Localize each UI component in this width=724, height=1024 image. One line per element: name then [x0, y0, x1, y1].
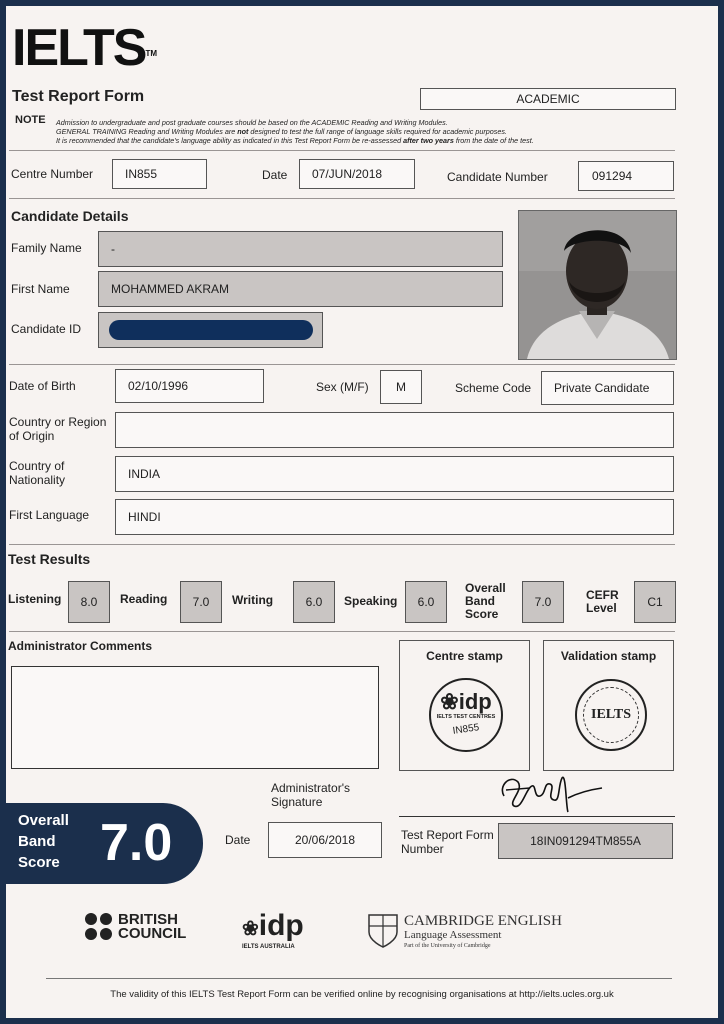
test-date-value: 07/JUN/2018: [312, 167, 383, 181]
cefr-label: CEFR Level: [586, 588, 619, 615]
admin-comments-label: Administrator Comments: [8, 639, 153, 653]
british-council-line-1: BRITISH: [118, 911, 178, 928]
speaking-label: Speaking: [344, 594, 398, 608]
nationality-value: INDIA: [128, 467, 161, 481]
reading-score: 7.0: [180, 581, 222, 623]
validation-stamp-label: Validation stamp: [560, 649, 657, 663]
admin-comments-box: [11, 666, 379, 769]
divider: [9, 150, 675, 151]
admin-signature: [496, 768, 606, 818]
centre-stamp-box: [399, 640, 530, 771]
ielts-logo-text: IELTS: [12, 19, 146, 77]
family-name-value: -: [111, 242, 115, 256]
candidate-number-field: [578, 161, 674, 191]
first-language-field: [115, 499, 674, 535]
overall-band-banner: [0, 803, 203, 884]
validation-stamp-box: [543, 640, 674, 771]
family-name-field: [98, 231, 503, 267]
writing-label: Writing: [232, 593, 274, 607]
listening-label: Listening: [8, 592, 62, 606]
idp-mark-icon: ❀: [242, 918, 259, 940]
origin-field: [115, 412, 674, 448]
scheme-code-label: Scheme Code: [455, 381, 532, 395]
idp-logo-text: idp: [258, 909, 304, 942]
redaction-bar: [109, 320, 313, 340]
signature-line: [399, 816, 675, 817]
scheme-code-value: Private Candidate: [554, 381, 650, 395]
form-title: Test Report Form: [12, 88, 145, 105]
divider: [9, 544, 675, 545]
trf-number-label: Test Report Form Number: [401, 828, 494, 856]
candidate-photo: [518, 210, 677, 360]
first-name-label: First Name: [11, 282, 70, 296]
first-language-label: First Language: [9, 508, 90, 522]
validation-stamp-text: IELTS: [591, 707, 631, 722]
idp-stamp-logo: ❀idp: [440, 689, 492, 714]
speaking-score: 6.0: [405, 581, 447, 623]
first-name-field: [98, 271, 503, 307]
candidate-details-heading: Candidate Details: [11, 208, 129, 224]
banner-score: 7.0: [100, 814, 173, 872]
idp-stamp-code: IN855: [452, 722, 480, 737]
cefr-level: C1: [634, 581, 676, 623]
cambridge-shield-icon: [368, 914, 398, 948]
trf-number-value: 18IN091294TM855A: [530, 834, 641, 848]
cambridge-line-2: Language Assessment: [404, 929, 502, 941]
issue-date-field: [268, 822, 382, 858]
note-label: NOTE: [15, 114, 46, 126]
candidate-number-value: 091294: [592, 169, 633, 183]
test-results-heading: Test Results: [8, 551, 91, 567]
validity-note: The validity of this IELTS Test Report Form can be verified online by recognising organisations at http://ielts.ucles.org.uk: [110, 989, 614, 1000]
british-council-line-2: COUNCIL: [118, 925, 187, 942]
first-name-value: MOHAMMED AKRAM: [111, 282, 230, 296]
centre-number-field: [112, 159, 207, 189]
centre-number-value: IN855: [125, 167, 158, 181]
sex-label: Sex (M/F): [316, 380, 369, 394]
idp-stamp-subtitle: IELTS TEST CENTRES: [436, 714, 496, 720]
issue-date-value: 20/06/2018: [294, 833, 356, 847]
note-line-2: GENERAL TRAINING Reading and Writing Modules are not designed to test the full range of language skills required for academic purposes.: [56, 127, 507, 136]
candidate-id-field: [98, 312, 323, 348]
issue-date-label: Date: [225, 833, 251, 847]
candidate-number-label: Candidate Number: [447, 170, 548, 184]
candidate-id-label: Candidate ID: [11, 322, 82, 336]
idp-logo-subtitle: IELTS AUSTRALIA: [242, 944, 295, 950]
listening-score: 8.0: [68, 581, 110, 623]
divider: [9, 631, 675, 632]
note-line-3: It is recommended that the candidate's language ability as indicated in this Test Report Form be re-assessed after two years from the date of the test.: [56, 136, 534, 145]
origin-label: Country or Region of Origin: [9, 415, 107, 443]
nationality-label: Country of Nationality: [9, 459, 66, 487]
divider: [9, 198, 675, 199]
validation-stamp: [575, 679, 647, 751]
module-value: ACADEMIC: [516, 92, 580, 106]
reading-label: Reading: [120, 592, 168, 606]
idp-logo: [242, 911, 304, 950]
idp-stamp: [429, 678, 503, 752]
family-name-label: Family Name: [11, 241, 82, 255]
footer-divider: [46, 978, 672, 979]
british-council-dots-icon: [84, 912, 114, 942]
trf-number-field: [498, 823, 673, 859]
overall-label: Overall Band Score: [465, 581, 506, 621]
overall-score: 7.0: [522, 581, 564, 623]
centre-stamp-label: Centre stamp: [426, 649, 503, 663]
note-line-1: Admission to undergraduate and post graduate courses should be based on the ACADEMIC Reading and Writing Modules.: [56, 118, 448, 127]
centre-number-label: Centre Number: [11, 167, 94, 181]
first-language-value: HINDI: [128, 510, 161, 524]
test-date-field: [299, 159, 415, 189]
ielts-logo: [12, 20, 157, 76]
dob-label: Date of Birth: [9, 379, 76, 393]
trademark: TM: [145, 49, 158, 58]
note-text: [56, 118, 716, 145]
sex-field: [380, 370, 422, 404]
cambridge-line-1: CAMBRIDGE ENGLISH: [404, 913, 562, 929]
banner-label: Overall Band Score: [18, 812, 69, 871]
dob-field: [115, 369, 264, 403]
dob-value: 02/10/1996: [128, 379, 189, 393]
cambridge-logo: [368, 914, 562, 950]
sex-value: M: [396, 380, 406, 394]
date-label: Date: [262, 168, 288, 182]
cambridge-line-3: Part of the University of Cambridge: [404, 943, 491, 949]
divider: [9, 364, 675, 365]
admin-signature-label: Administrator's Signature: [271, 781, 350, 809]
nationality-field: [115, 456, 674, 492]
writing-score: 6.0: [293, 581, 335, 623]
british-council-logo: [84, 912, 186, 942]
module-field: [420, 88, 676, 110]
scheme-code-field: [541, 371, 674, 405]
